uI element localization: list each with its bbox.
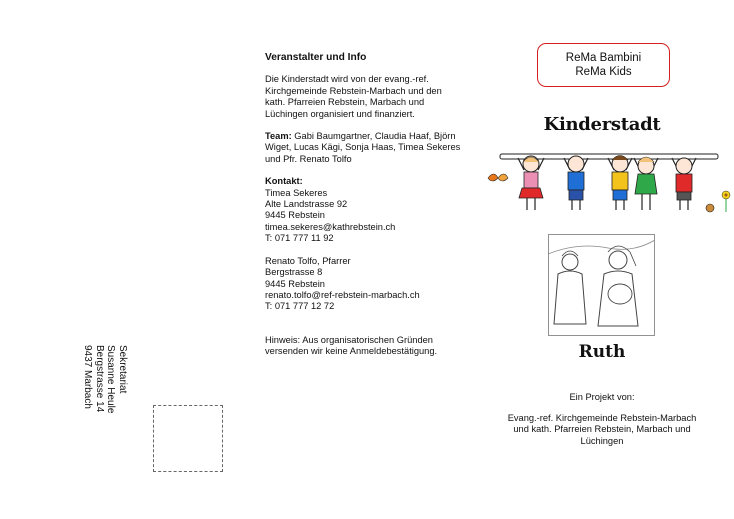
project-line: und kath. Pfarreien Rebstein, Marbach und bbox=[513, 424, 691, 435]
cover-title: Kinderstadt bbox=[543, 114, 661, 135]
contact-line: Alte Landstrasse 92 bbox=[265, 199, 348, 210]
project-line: Evang.-ref. Kirchgemeinde Rebstein-Marbach bbox=[507, 413, 697, 423]
intro-line: Lüchingen organisiert und finanziert. bbox=[265, 108, 415, 119]
team-line: und Pfr. Renato Tolfo bbox=[265, 153, 352, 164]
kid-figure bbox=[672, 158, 696, 210]
note-line: versenden wir keine Anmeldebestätigung. bbox=[265, 346, 438, 357]
kid-figure bbox=[564, 156, 588, 210]
note-paragraph bbox=[265, 335, 480, 358]
team-label: Team: bbox=[265, 131, 292, 142]
address-line: Bergstrasse 14 bbox=[93, 345, 105, 413]
butterfly-icon bbox=[488, 174, 508, 181]
kid-figure bbox=[608, 156, 632, 211]
team-line: Wiget, Lucas Kägi, Sonja Haas, Timea Sekeres bbox=[265, 142, 461, 153]
ruth-illustration bbox=[548, 234, 655, 336]
contact-line: 9445 Rebstein bbox=[265, 278, 325, 289]
contact-line: Renato Tolfo, Pfarrer bbox=[265, 255, 351, 266]
cover-subtitle: Ruth bbox=[578, 342, 626, 362]
return-address bbox=[58, 345, 138, 423]
address-line: Susanne Heule bbox=[105, 345, 117, 414]
project-intro: Ein Projekt von: bbox=[569, 392, 635, 402]
stamp-box bbox=[153, 405, 223, 472]
snail-icon bbox=[706, 204, 714, 212]
contact-label: Kontakt: bbox=[265, 176, 303, 187]
address-line: 9437 Marbach bbox=[82, 345, 94, 409]
contact-line: Timea Sekeres bbox=[265, 187, 328, 198]
intro-paragraph bbox=[265, 74, 480, 120]
team-paragraph bbox=[265, 131, 480, 165]
contact-paragraph bbox=[265, 176, 480, 244]
project-line: Lüchingen bbox=[580, 435, 624, 446]
intro-line: Die Kinderstadt wird von der evang.-ref. bbox=[265, 74, 429, 85]
contact-line: 9445 Rebstein bbox=[265, 210, 325, 221]
contact2-paragraph bbox=[265, 256, 480, 313]
info-heading: Veranstalter und Info bbox=[265, 52, 367, 63]
kid-figure bbox=[518, 156, 544, 210]
kid-figure bbox=[634, 157, 658, 210]
contact-email: renato.tolfo@ref-rebstein-marbach.ch bbox=[265, 289, 420, 300]
project-organizers bbox=[485, 413, 719, 447]
organizer-info bbox=[265, 52, 480, 358]
group-badge bbox=[537, 43, 670, 87]
contact-phone: T: 071 777 11 92 bbox=[265, 233, 334, 244]
badge-line: ReMa Kids bbox=[575, 66, 632, 78]
note-line: Hinweis: Aus organisatorischen Gründen bbox=[265, 334, 433, 345]
team-line: Gabi Baumgartner, Claudia Haaf, Björn bbox=[291, 131, 456, 142]
flower-icon bbox=[722, 191, 730, 212]
badge-line: ReMa Bambini bbox=[565, 52, 642, 64]
contact-line: Bergstrasse 8 bbox=[265, 267, 323, 278]
intro-line: kath. Pfarreien Rebstein, Marbach und bbox=[265, 97, 425, 108]
contact-email: timea.sekeres@kathrebstein.ch bbox=[265, 221, 396, 232]
address-line: Sekretariat bbox=[117, 345, 128, 394]
intro-line: Kirchgemeinde Rebstein-Marbach und den bbox=[265, 85, 442, 96]
kids-illustration bbox=[484, 140, 734, 220]
contact-phone: T: 071 777 12 72 bbox=[265, 301, 335, 312]
